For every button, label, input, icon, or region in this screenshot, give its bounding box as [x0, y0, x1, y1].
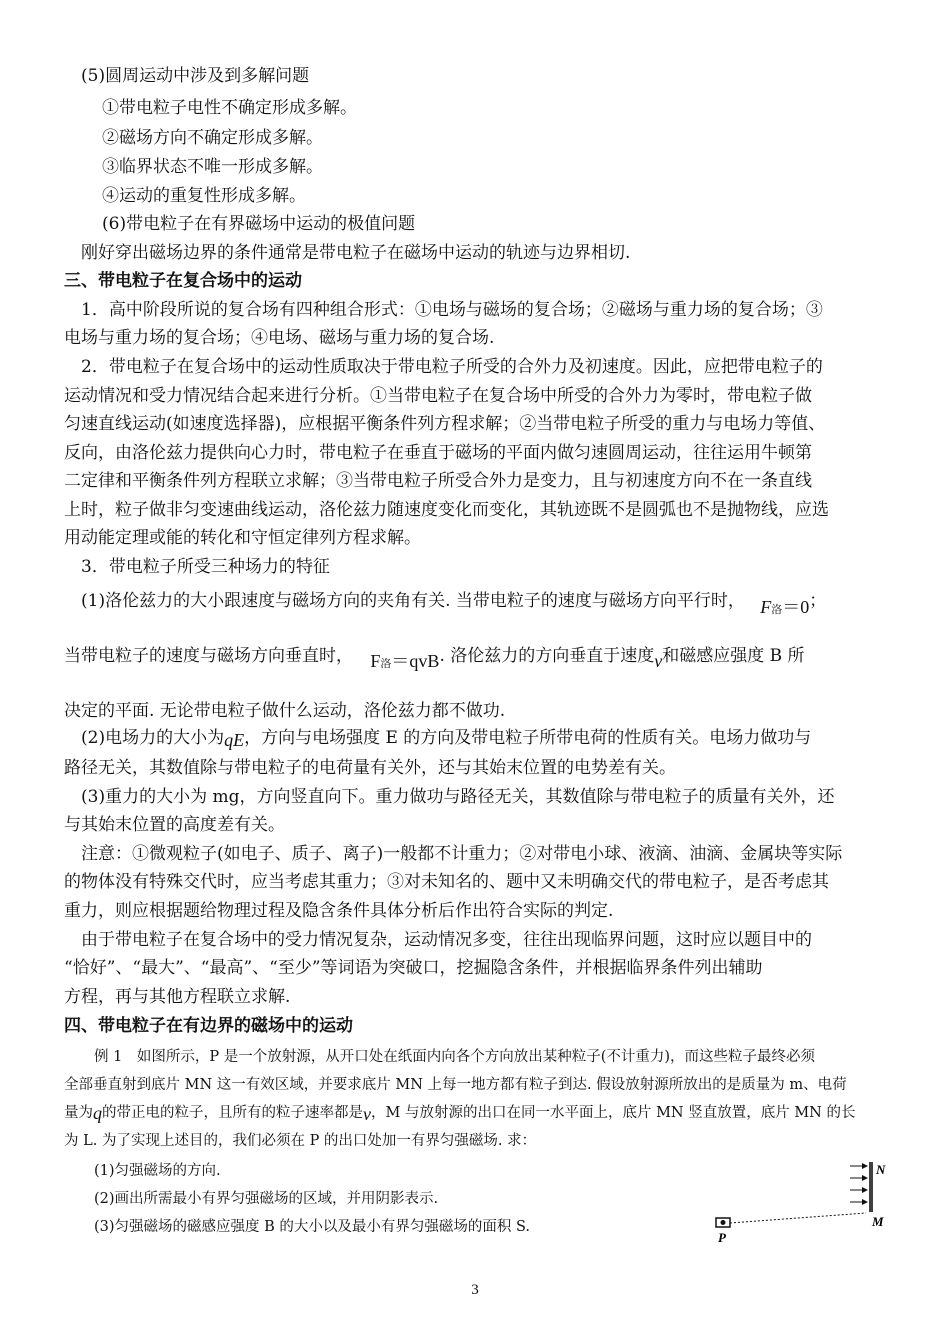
formula-symbol: F — [370, 651, 381, 671]
text-run: (1)洛伦兹力的大小跟速度与磁场方向的夹角有关. 当带电粒子的速度与磁场方向平行时， — [81, 591, 745, 611]
label-p: P — [718, 1230, 726, 1245]
section-heading-3: 三、带电粒子在复合场中的运动 — [64, 271, 302, 291]
paragraph-line: 路径无关，其数值除与带电粒子的电荷量有关外，还与其始末位置的电势差有关。 — [64, 758, 676, 778]
charge-symbol: q — [93, 1103, 102, 1123]
paragraph-line: 与其始末位置的高度差有关。 — [64, 815, 285, 835]
page-number: 3 — [471, 1282, 479, 1298]
source-opening-icon — [721, 1220, 726, 1225]
text-run: 的带正电的粒子，且所有的粒子速率都是 — [102, 1105, 363, 1121]
formula-value: ＝qvB — [391, 651, 440, 671]
question-item: (3)匀强磁场的磁感应强度 B 的大小以及最小有界匀强磁场的面积 S. — [94, 1219, 531, 1235]
velocity-symbol: v — [654, 651, 663, 671]
paragraph-line: 的物体没有特殊交代时，应当考虑其重力；③对未知名的、题中又未明确交代的带电粒子，是否考虑其 — [64, 872, 829, 892]
speed-symbol: v — [363, 1104, 371, 1124]
example-line: 例 1 如图所示，P 是一个放射源，从开口处在纸面内向各个方向放出某种粒子(不计重力)，而这些粒子最终必须 — [94, 1049, 816, 1065]
paragraph-line: “恰好”、“最大”、“最高”、“至少”等词语为突破口，挖掘隐含条件，并根据临界条件列出辅助 — [64, 958, 763, 978]
paragraph-line: 用动能定理或能的转化和守恒定律列方程求解。 — [64, 528, 421, 548]
paragraph-line: 运动情况和受力情况结合起来进行分析。①当带电粒子在复合场中所受的合外力为零时，带电粒子做 — [64, 386, 812, 406]
list-item: ④运动的重复性形成多解。 — [102, 186, 306, 206]
question-item: (2)画出所需最小有界匀强磁场的区域，并用阴影表示. — [94, 1191, 439, 1207]
paragraph-line: 电场与重力场的复合场；④电场、磁场与重力场的复合场. — [64, 328, 495, 348]
paragraph-line: 二定律和平衡条件列方程联立求解；③当带电粒子所受合外力是变力，且与初速度方向不在一条直线 — [64, 471, 812, 491]
paragraph-line — [81, 590, 927, 617]
formula-symbol: F — [760, 597, 772, 617]
list-item: ②磁场方向不确定形成多解。 — [102, 128, 323, 148]
lorentz-force-zero-formula — [760, 597, 809, 617]
list-item: ①带电粒子电性不确定形成多解。 — [102, 98, 357, 118]
paragraph-line: 由于带电粒子在复合场中的受力情况复杂，运动情况多变，往往出现临界问题，这时应以题目中的 — [81, 930, 812, 950]
question-item: (1)匀强磁场的方向. — [94, 1163, 221, 1179]
paragraph-line: 上时，粒子做非匀变速曲线运动，洛伦兹力随速度变化而变化，其轨迹既不是圆弧也不是抛物线，应选 — [64, 500, 829, 520]
label-m: M — [872, 1214, 884, 1229]
formula-subscript: 洛 — [380, 658, 392, 670]
formula-value: ＝0 — [782, 597, 810, 617]
paragraph-line: (3)重力的大小为 mg，方向竖直向下。重力做功与路径无关，其数值除与带电粒子的质量有关外，还 — [81, 787, 835, 807]
text-run: 量为 — [64, 1105, 93, 1121]
paragraph-line: 匀速直线运动(如速度选择器)，应根据平衡条件列方程求解；②当带电粒子所受的重力与电场力等值、 — [64, 414, 826, 434]
paragraph-line — [64, 645, 910, 671]
paragraph-line: 反向，由洛伦兹力提供向心力时，带电粒子在垂直于磁场的平面内做匀速圆周运动，往往运用牛顿第 — [64, 443, 812, 463]
subsection-5: (5)圆周运动中涉及到多解问题 — [81, 66, 310, 86]
text-run: 当带电粒子的速度与磁场方向垂直时， — [64, 646, 353, 666]
text-run: . 洛伦兹力的方向垂直于速度 — [439, 646, 655, 666]
example-line: 全部垂直射到底片 MN 这一有效区域，并要求底片 MN 上每一地方都有粒子到达. 假设放射源所放出的是质量为 m、电荷 — [64, 1077, 847, 1093]
paragraph: 刚好穿出磁场边界的条件通常是带电粒子在磁场中运动的轨迹与边界相切. — [81, 243, 631, 263]
label-n: N — [876, 1162, 886, 1177]
example-line: 为 L. 为了实现上述目的，我们必须在 P 的出口处加一有界匀强磁场. 求： — [64, 1133, 537, 1149]
radiation-source-figure — [706, 1154, 886, 1254]
electric-force-symbol: qE — [224, 730, 245, 750]
paragraph-line — [81, 727, 927, 748]
paragraph-line: 决定的平面. 无论带电粒子做什么运动，洛伦兹力都不做功. — [64, 701, 506, 721]
paragraph-line: 1．高中阶段所说的复合场有四种组合形式：①电场与磁场的复合场；②磁场与重力场的复合场；③ — [81, 300, 823, 320]
text-run: ，M 与放射源的出口在同一水平面上，底片 MN 竖直放置，底片 MN 的长 — [371, 1105, 856, 1121]
dotted-reference-line — [730, 1213, 866, 1223]
text-run: 和磁感应强度 B 所 — [662, 646, 805, 666]
paragraph-line: 方程，再与其他方程联立求解. — [64, 987, 291, 1007]
formula-subscript: 洛 — [771, 604, 783, 616]
text-run: ； — [809, 591, 827, 611]
section-heading-4: 四、带电粒子在有边界的磁场中的运动 — [64, 1016, 353, 1036]
paragraph-line: 重力，则应根据题给物理过程及隐含条件具体分析后作出符合实际的判定. — [64, 901, 614, 921]
subsection-6: (6)带电粒子在有界磁场中运动的极值问题 — [102, 214, 416, 234]
paragraph-line: 3．带电粒子所受三种场力的特征 — [81, 557, 330, 577]
list-item: ③临界状态不唯一形成多解。 — [102, 157, 323, 177]
text-run: ，方向与电场强度 E 的方向及带电粒子所带电荷的性质有关。电场力做功与 — [244, 728, 812, 748]
lorentz-force-formula — [370, 651, 439, 671]
text-run: (2)电场力的大小为 — [81, 728, 225, 748]
example-line — [64, 1101, 910, 1123]
paragraph-line: 2．带电粒子在复合场中的运动性质取决于带电粒子所受的合外力及初速度。因此，应把带电粒子的 — [81, 357, 823, 377]
paragraph-line: 注意：①微观粒子(如电子、质子、离子)一般都不计重力；②对带电小球、液滴、油滴、金属块等实际 — [81, 844, 843, 864]
